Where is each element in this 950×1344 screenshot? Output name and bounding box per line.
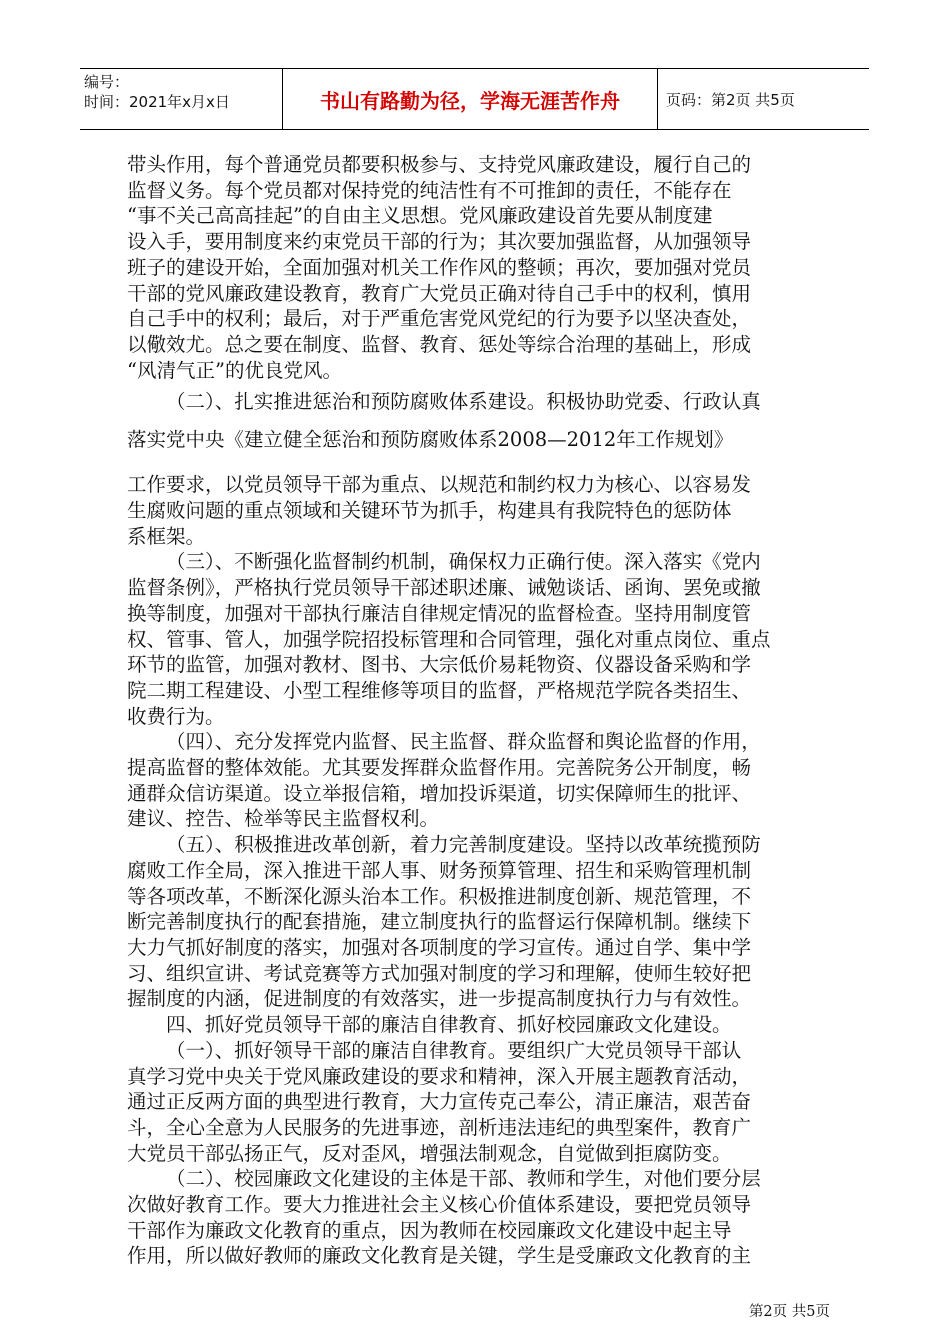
section-heading-line: （二）、校园廉政文化建设的主体是干部、教师和学生，对他们要分层 [166, 1167, 761, 1191]
document-date-label: 时间：2021年x月x日 [84, 93, 230, 111]
body-line: 真学习党中央关于党风廉政建设的要求和精神，深入开展主题教育活动， [127, 1064, 752, 1088]
body-line: “风清气正”的优良党风。 [127, 358, 342, 382]
body-line: 自己手中的权利；最后，对于严重危害党风党纪的行为要予以坚决查处， [127, 307, 752, 331]
body-line: 斗，全心全意为人民服务的先进事迹，剖析违法违纪的典型案件，教育广 [127, 1115, 752, 1139]
header-page-number: 页码：第2页 共5页 [666, 90, 795, 109]
body-line: 通群众信访渠道。设立举报信箱，增加投诉渠道，切实保障师生的批评、 [127, 781, 752, 805]
document-body [127, 152, 827, 1269]
body-line: 设入手，要用制度来约束党员干部的行为；其次要加强监督，从加强领导 [127, 230, 752, 254]
body-line: 监督条例》，严格执行党员领导干部述职述廉、诫勉谈话、函询、罢免或撤 [127, 576, 761, 600]
document-code-label: 编号： [84, 73, 130, 91]
body-line: 腐败工作全局，深入推进干部人事、财务预算管理、招生和采购管理机制 [127, 858, 752, 882]
body-line: 系框架。 [127, 524, 206, 548]
body-line: 次做好教育工作。要大力推进社会主义核心价值体系建设，要把党员领导 [127, 1193, 752, 1217]
section-heading-line: （三）、不断强化监督制约机制，确保权力正确行使。深入落实《党内 [166, 550, 761, 574]
body-line: 握制度的内涵，促进制度的有效落实，进一步提高制度执行力与有效性。 [127, 987, 752, 1011]
body-line: 建议、控告、检举等民主监督权利。 [127, 807, 440, 831]
body-line: 断完善制度执行的配套措施，建立制度执行的监督运行保障机制。继续下 [127, 910, 752, 934]
body-line: 大党员干部弘扬正气，反对歪风，增强法制观念，自觉做到拒腐防变。 [127, 1141, 732, 1165]
body-line: 生腐败问题的重点领域和关键环节为抓手，构建具有我院特色的惩防体 [127, 499, 732, 523]
body-line: 收费行为。 [127, 704, 225, 728]
page-footer-number: 第2页 共5页 [748, 1304, 830, 1320]
body-line: 环节的监管，加强对教材、图书、大宗低价易耗物资、仪器设备采购和学 [127, 653, 752, 677]
body-line: 以儆效尤。总之要在制度、监督、教育、惩处等综合治理的基础上，形成 [127, 332, 752, 356]
body-line: 干部的党风廉政建设教育，教育广大党员正确对待自己手中的权利，慎用 [127, 281, 752, 305]
body-line: 等各项改革，不断深化源头治本工作。积极推进制度创新、规范管理，不 [127, 884, 752, 908]
section-heading-line: 四、抓好党员领导干部的廉洁自律教育、抓好校园廉政文化建设。 [166, 1013, 732, 1037]
section-heading-line: （二）、扎实推进惩治和预防腐败体系建设。积极协助党委、行政认真 [166, 390, 761, 414]
body-line: 提高监督的整体效能。尤其要发挥群众监督作用。完善院务公开制度，畅 [127, 756, 752, 780]
body-line: 带头作用，每个普通党员都要积极参与、支持党风廉政建设，履行自己的 [127, 153, 752, 176]
section-heading-line: （五）、积极推进改革创新，着力完善制度建设。坚持以改革统揽预防 [166, 833, 761, 857]
body-line: 习、组织宣讲、考试竞赛等方式加强对制度的学习和理解，使师生较好把 [127, 961, 752, 985]
body-line: 落实党中央《建立健全惩治和预防腐败体系2008—2012年工作规划》 [127, 428, 734, 452]
section-heading-line: （一）、抓好领导干部的廉洁自律教育。要组织广大党员领导干部认 [166, 1038, 742, 1062]
section-heading-line: （四）、充分发挥党内监督、民主监督、群众监督和舆论监督的作用， [166, 730, 761, 754]
body-line: 通过正反两方面的典型进行教育，大力宣传克己奉公，清正廉洁，艰苦奋 [127, 1090, 752, 1114]
body-line: 院二期工程建设、小型工程维修等项目的监督，严格规范学院各类招生、 [127, 678, 752, 702]
body-line: 权、管事、管人，加强学院招投标管理和合同管理，强化对重点岗位、重点 [127, 627, 771, 651]
header-meta [80, 69, 283, 129]
body-line: 干部作为廉政文化教育的重点，因为教师在校园廉政文化建设中起主导 [127, 1218, 732, 1242]
page-header [80, 68, 869, 130]
body-line: 工作要求，以党员领导干部为重点、以规范和制约权力为核心、以容易发 [127, 473, 752, 497]
header-motto: 书山有路勤为径，学海无涯苦作舟 [283, 69, 658, 129]
body-line: 监督义务。每个党员都对保持党的纯洁性有不可推卸的责任，不能存在 [127, 178, 732, 202]
body-line: 作用，所以做好教师的廉政文化教育是关键，学生是受廉政文化教育的主 [127, 1244, 752, 1268]
body-line: 大力气抓好制度的落实，加强对各项制度的学习宣传。通过自学、集中学 [127, 935, 752, 959]
body-line: 换等制度，加强对干部执行廉洁自律规定情况的监督检查。坚持用制度管 [127, 601, 752, 625]
body-line: 班子的建设开始，全面加强对机关工作作风的整顿；再次，要加强对党员 [127, 255, 752, 279]
body-line: “事不关己高高挂起”的自由主义思想。党风廉政建设首先要从制度建 [127, 204, 713, 228]
